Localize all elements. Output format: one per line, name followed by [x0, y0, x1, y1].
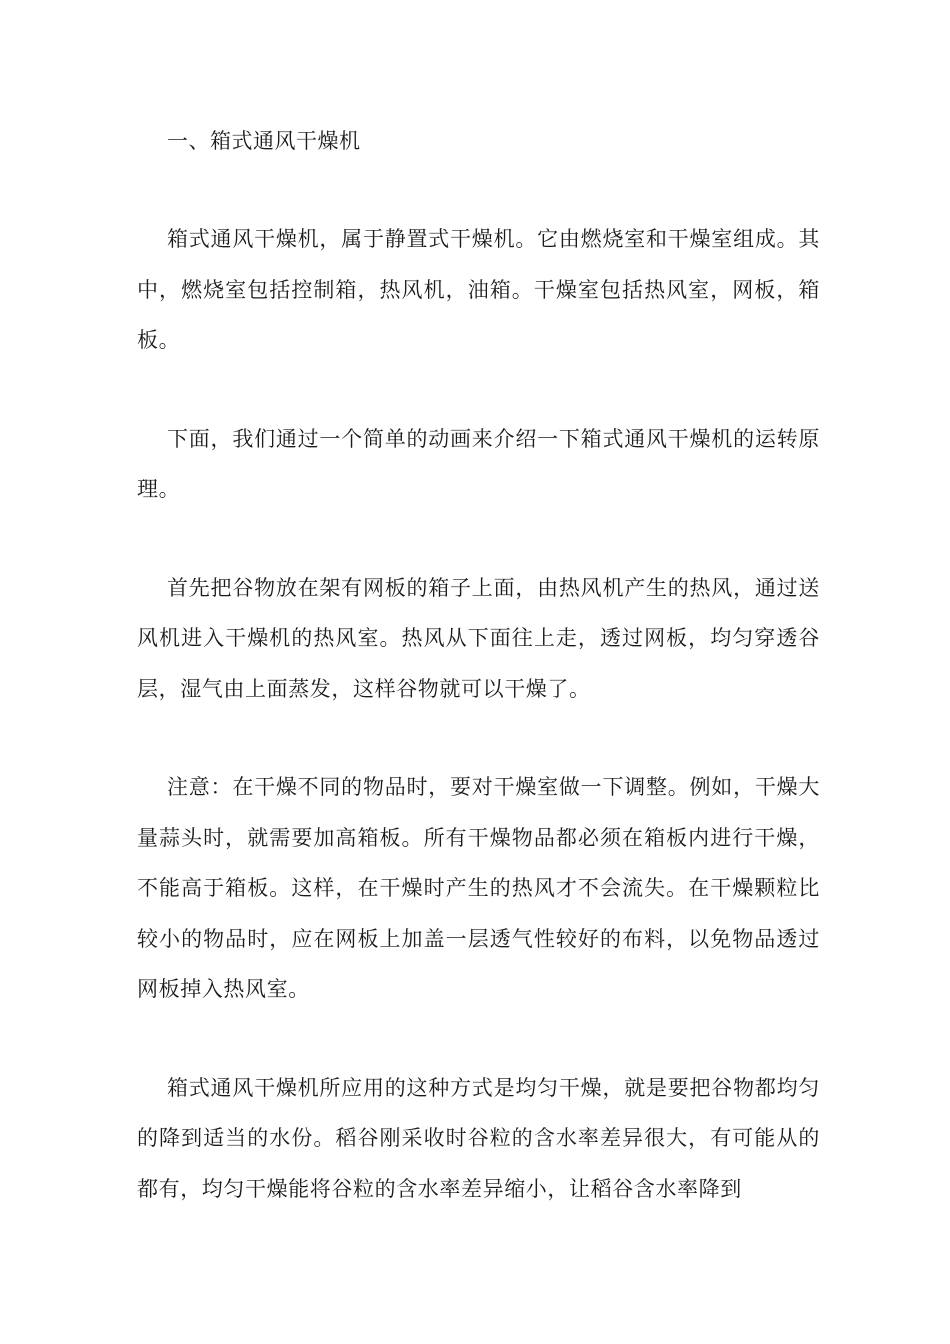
paragraph-note: 注意：在干燥不同的物品时，要对干燥室做一下调整。例如，干燥大量蒜头时，就需要加高箱板。所有干燥物品都必须在箱板内进行干燥，不能高于箱板。这样，在干燥时产生的热风才不会流失。在干燥颗粒比较小的物品时，应在网板上加盖一层透气性较好的布料，以免物品透过网板掉入热风室。	[137, 775, 820, 1001]
paragraph-animation: 下面，我们通过一个简单的动画来介绍一下箱式通风干燥机的运转原理。	[137, 426, 820, 501]
paragraph-principle: 首先把谷物放在架有网板的箱子上面，由热风机产生的热风，通过送风机进入干燥机的热风室。热风从下面往上走，透过网板，均匀穿透谷层，湿气由上面蒸发，这样谷物就可以干燥了。	[137, 575, 820, 701]
section-heading: 一、箱式通风干燥机	[167, 129, 361, 153]
paragraph-gap	[137, 366, 820, 414]
paragraph-intro: 箱式通风干燥机，属于静置式干燥机。它由燃烧室和干燥室组成。其中，燃烧室包括控制箱，热风机，油箱。干燥室包括热风室，网板，箱板。	[137, 227, 820, 352]
paragraph-gap	[137, 515, 820, 563]
paragraph-gap	[137, 1015, 820, 1063]
paragraph-gap	[137, 714, 820, 762]
document-body	[137, 116, 820, 1214]
paragraph-gap	[137, 166, 820, 214]
paragraph-uniform-drying: 箱式通风干燥机所应用的这种方式是均匀干燥，就是要把谷物都均匀的降到适当的水份。稻谷刚采收时谷粒的含水率差异很大，有可能从的都有，均匀干燥能将谷粒的含水率差异缩小，让稻谷含水率降到	[137, 1075, 820, 1201]
